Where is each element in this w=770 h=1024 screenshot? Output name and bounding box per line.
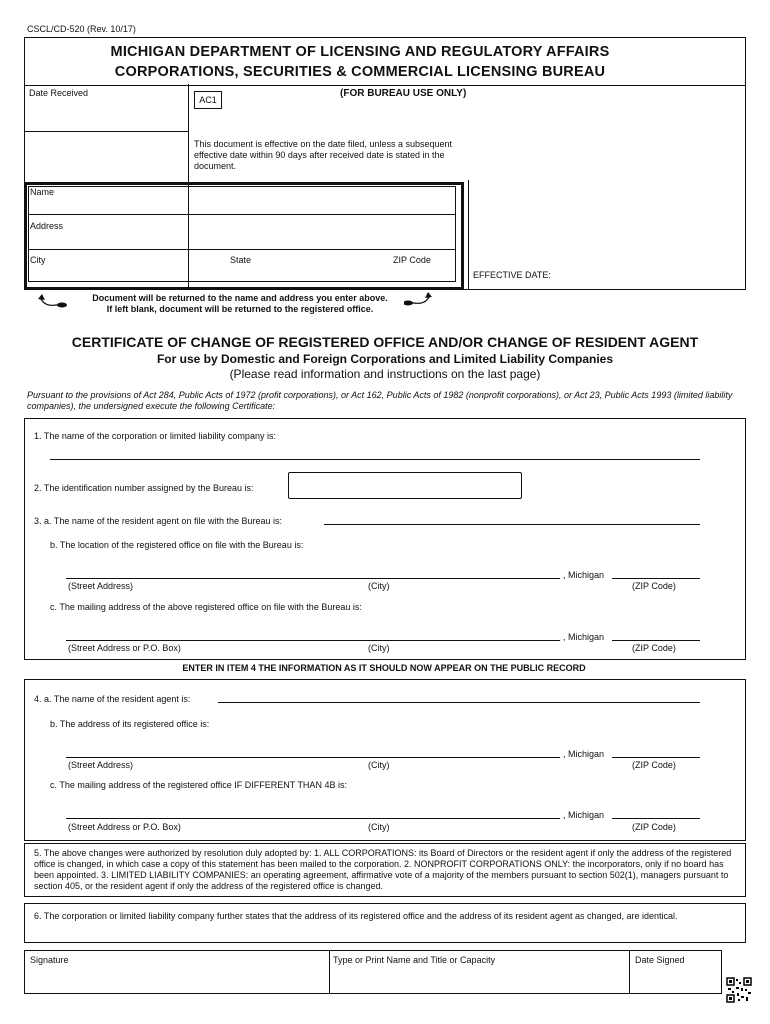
item4c-zip-line[interactable] — [612, 818, 700, 819]
item5-text: 5. The above changes were authorized by resolution duly adopted by: 1. ALL CORPORATIONS: its Board of Directors or the resident agent if only the address of the registered office is changed, in which case a copy of this statement has been mailed to the corporation. 2. NONPROFIT CORPORATIONS ONLY: the incorporators, only if no board has been appointed. 3. LIMITED LIABILITY COMPANIES: an operating agreement, affirmative vote of a majority of the members pursuant to section 502(1), managers pursuant to section 405, or the resident agent if only the address of the registered office is changed. — [34, 848, 732, 891]
item4c-label: c. The mailing address of the registered office IF DIFFERENT THAN 4B is: — [50, 780, 347, 790]
item3b-city-label: (City) — [368, 581, 390, 591]
item4c-street-line[interactable] — [66, 818, 560, 819]
return-note-line1: Document will be returned to the name and address you enter above. — [92, 293, 388, 303]
item4a-label: 4. a. The name of the resident agent is: — [34, 694, 191, 704]
item3b-zip-line[interactable] — [612, 578, 700, 579]
item3c-zip-line[interactable] — [612, 640, 700, 641]
item4b-street-line[interactable] — [66, 757, 560, 758]
item3c-label: c. The mailing address of the above registered office on file with the Bureau is: — [50, 602, 362, 612]
effective-date-label: EFFECTIVE DATE: — [473, 270, 551, 280]
return-arrow-right-icon — [404, 291, 434, 307]
date-received-label: Date Received — [29, 88, 89, 98]
return-name-label: Name — [30, 187, 55, 197]
item3b-label: b. The location of the registered office on file with the Bureau is: — [50, 540, 304, 550]
item4c-city-label: (City) — [368, 822, 390, 832]
item4b-zip-line[interactable] — [612, 757, 700, 758]
certificate-instructions: (Please read information and instructions on the last page) — [229, 367, 541, 381]
item3c-street-label: (Street Address or P.O. Box) — [68, 643, 181, 653]
item3c-michigan: , Michigan — [563, 632, 605, 642]
item3a-line[interactable] — [324, 524, 700, 525]
item4b-zip-label: (ZIP Code) — [632, 760, 676, 770]
item3b-street-label: (Street Address) — [68, 581, 134, 591]
return-city-label: City — [30, 255, 46, 265]
bureau-use-label: (FOR BUREAU USE ONLY) — [340, 88, 467, 99]
item3b-michigan: , Michigan — [563, 570, 605, 580]
item4c-street-label: (Street Address or P.O. Box) — [68, 822, 181, 832]
enter-item4-note: ENTER IN ITEM 4 THE INFORMATION AS IT SHOULD NOW APPEAR ON THE PUBLIC RECORD — [182, 663, 586, 673]
item4c-michigan: , Michigan — [563, 810, 605, 820]
form-id: CSCL/CD-520 (Rev. 10/17) — [27, 24, 136, 34]
certificate-subtitle: For use by Domestic and Foreign Corporations and Limited Liability Companies — [156, 352, 614, 366]
header-line1: MICHIGAN DEPARTMENT OF LICENSING AND REGULATORY AFFAIRS — [110, 44, 610, 60]
item4c-zip-label: (ZIP Code) — [632, 822, 676, 832]
item3b-zip-label: (ZIP Code) — [632, 581, 676, 591]
item3c-street-line[interactable] — [66, 640, 560, 641]
item3a-label: 3. a. The name of the resident agent on file with the Bureau is: — [34, 516, 282, 526]
item4b-city-label: (City) — [368, 760, 390, 770]
ac1-box: AC1 — [194, 91, 222, 109]
item3c-zip-label: (ZIP Code) — [632, 643, 676, 653]
item1-line[interactable] — [50, 459, 700, 460]
items-1-3-box — [24, 418, 746, 660]
certificate-title: CERTIFICATE OF CHANGE OF REGISTERED OFFICE AND/OR CHANGE OF RESIDENT AGENT — [71, 334, 699, 350]
id-number-input[interactable] — [288, 472, 522, 499]
item3b-street-line[interactable] — [66, 578, 560, 579]
item1-label: 1. The name of the corporation or limited liability company is: — [34, 431, 276, 441]
item4b-street-label: (Street Address) — [68, 760, 134, 770]
item2-label: 2. The identification number assigned by the Bureau is: — [34, 483, 254, 493]
pursuant-text: Pursuant to the provisions of Act 284, Public Acts of 1972 (profit corporations), or Act 162, Public Acts of 1982 (nonprofit corporations), or Act 23, Public Acts 1993 (limited liability companies), the undersigned execute the following Certificate: — [27, 390, 733, 411]
item6-text: 6. The corporation or limited liability company further states that the address of its registered office and the address of its resident agent as changed, are identical. — [34, 911, 678, 921]
print-name-label: Type or Print Name and Title or Capacity — [333, 955, 496, 965]
return-address-label: Address — [30, 221, 64, 231]
item4b-michigan: , Michigan — [563, 749, 605, 759]
effective-note: This document is effective on the date filed, unless a subsequent effective date within 90 days after received date is stated in the document. — [194, 139, 452, 171]
qr-code-icon — [726, 977, 752, 1003]
date-signed-label: Date Signed — [635, 955, 685, 965]
header-line2: CORPORATIONS, SECURITIES & COMMERCIAL LICENSING BUREAU — [114, 64, 606, 80]
return-zip-label: ZIP Code — [393, 255, 431, 265]
item4b-label: b. The address of its registered office is: — [50, 719, 210, 729]
item4a-line[interactable] — [218, 702, 700, 703]
return-note-line2: If left blank, document will be returned to the registered office. — [106, 304, 374, 314]
return-note — [60, 293, 420, 315]
item6-box — [24, 903, 746, 943]
signature-label: Signature — [30, 955, 69, 965]
item3c-city-label: (City) — [368, 643, 390, 653]
return-state-label: State — [230, 255, 252, 265]
